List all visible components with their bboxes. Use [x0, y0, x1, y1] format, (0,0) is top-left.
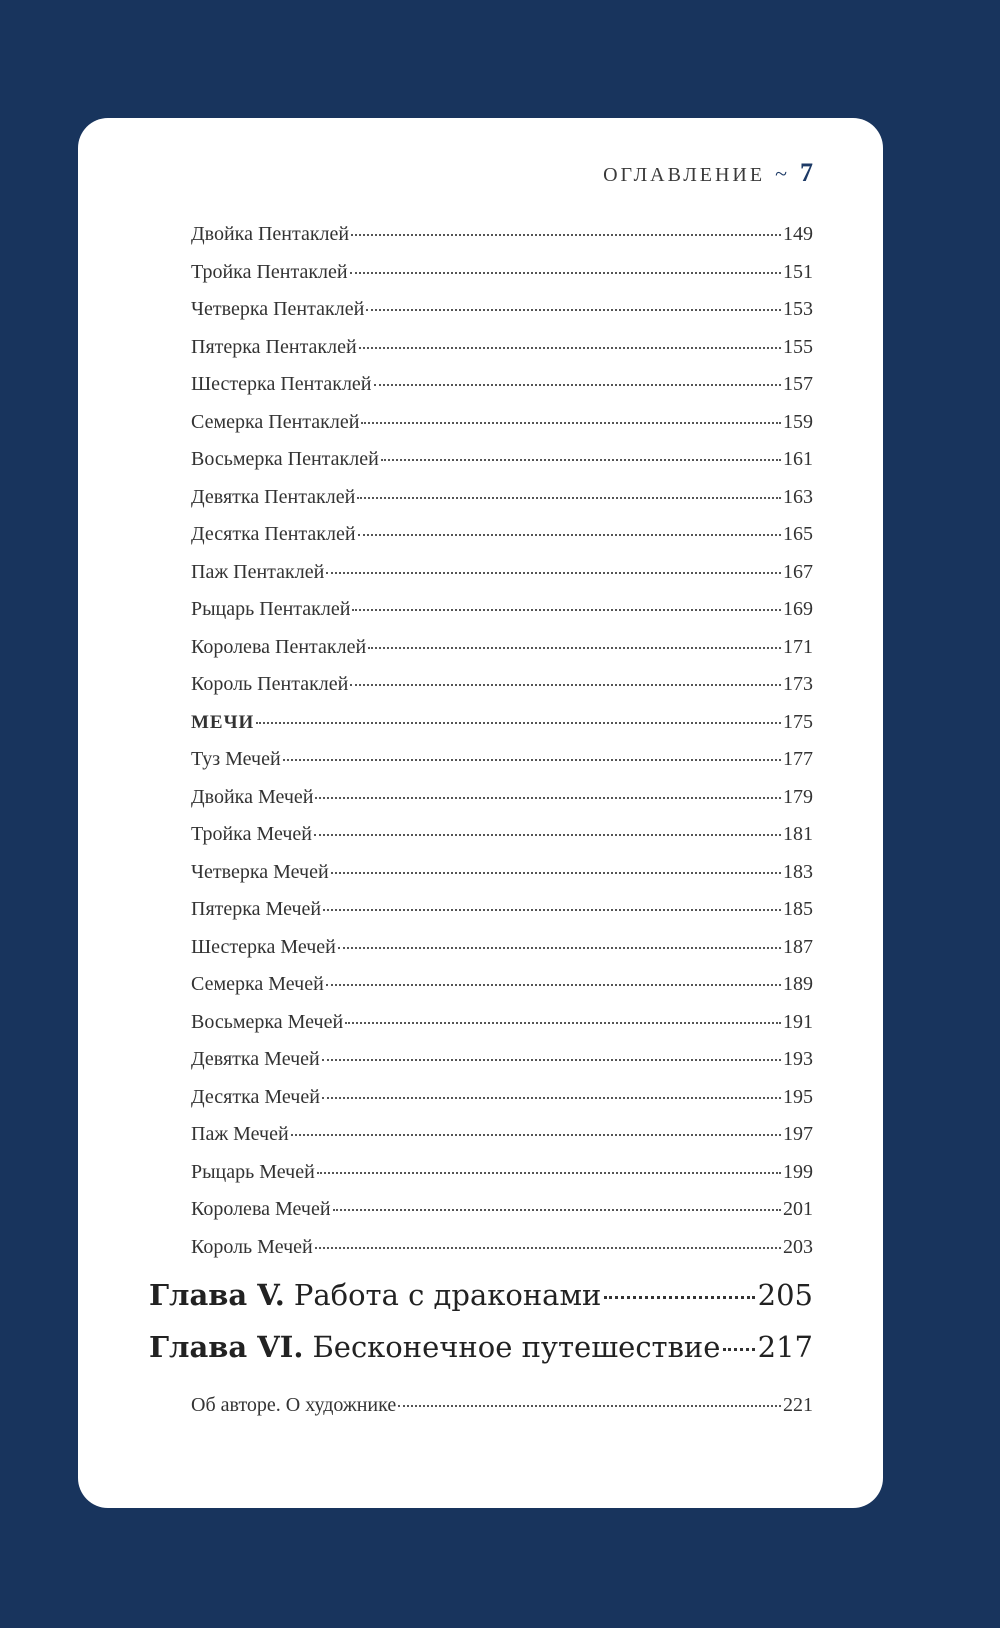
- toc-entry-label: Десятка Мечей: [191, 1085, 320, 1108]
- toc-entry-label: Девятка Пентаклей: [191, 485, 356, 508]
- dot-leader: [358, 534, 781, 536]
- dot-leader: [398, 1405, 781, 1407]
- dot-leader: [315, 1247, 781, 1249]
- toc-entry-label: Двойка Мечей: [191, 785, 314, 808]
- chapter-title: Работа с драконами: [293, 1278, 602, 1312]
- dot-leader: [338, 947, 781, 949]
- toc-entry-label: Тройка Мечей: [191, 823, 312, 845]
- dot-leader: [350, 272, 781, 274]
- dot-leader: [604, 1296, 754, 1299]
- toc-row: [191, 561, 813, 599]
- header-separator: ~: [775, 161, 790, 186]
- toc-entry-label: Пятерка Пентаклей: [191, 335, 357, 358]
- dot-leader: [357, 497, 781, 499]
- toc-entry-page: 155: [783, 335, 813, 358]
- toc-row: [191, 898, 813, 936]
- toc-entry-label: Двойка Пентаклей: [191, 223, 350, 245]
- dot-leader: [317, 1172, 781, 1174]
- dot-leader: [322, 1059, 781, 1061]
- toc-row: [191, 261, 813, 299]
- dot-leader: [323, 909, 781, 911]
- toc-entry-label: Восьмерка Мечей: [191, 1010, 344, 1033]
- toc-row: [191, 298, 813, 336]
- dot-leader: [359, 347, 781, 349]
- toc-entry-page: 197: [783, 1123, 813, 1145]
- toc-entry-label: Пятерка Мечей: [191, 898, 322, 920]
- toc-entry-page: 175: [783, 710, 813, 733]
- toc-row: [191, 1123, 813, 1161]
- toc-entry-label: Туз Мечей: [191, 748, 281, 770]
- toc-row: [191, 748, 813, 786]
- toc-entry-label: Королева Мечей: [191, 1198, 331, 1220]
- dot-leader: [374, 384, 782, 386]
- toc-entry-label: Паж Пентаклей: [191, 560, 325, 583]
- toc-entry-page: 201: [783, 1198, 813, 1220]
- toc-row: [191, 1394, 813, 1432]
- toc-row: [191, 1161, 813, 1199]
- toc-entry-page: 151: [783, 260, 813, 283]
- toc-row: [191, 823, 813, 861]
- page-number: 7: [800, 158, 813, 187]
- toc-row: [191, 973, 813, 1011]
- dot-leader: [350, 684, 781, 686]
- toc-entry-page: 165: [783, 523, 813, 545]
- toc-entry-label: Об авторе. О художнике: [191, 1394, 397, 1416]
- toc-entry-label: Король Мечей: [191, 1235, 313, 1258]
- toc-entry-page: 191: [783, 1010, 813, 1033]
- dot-leader: [322, 1097, 781, 1099]
- toc-entry-page: 157: [783, 373, 813, 395]
- toc-entry-page: 167: [783, 560, 813, 583]
- section-title: ОГЛАВЛЕНИЕ: [603, 164, 766, 186]
- dot-leader: [291, 1134, 781, 1136]
- toc-entry-page: 171: [783, 635, 813, 658]
- book-page: [78, 118, 883, 1508]
- toc-entry-label: Семерка Мечей: [191, 973, 324, 995]
- toc-entry-label: Рыцарь Мечей: [191, 1160, 315, 1183]
- chapter-number: Глава V.: [149, 1278, 285, 1312]
- dot-leader: [283, 759, 781, 761]
- toc-entry-page: 163: [783, 485, 813, 508]
- toc-entry-page: 199: [783, 1160, 813, 1183]
- toc-row: [191, 373, 813, 411]
- chapter-page: 205: [757, 1278, 813, 1312]
- toc-entry-label: Семерка Пентаклей: [191, 410, 360, 433]
- dot-leader: [368, 647, 781, 649]
- dot-leader: [315, 797, 781, 799]
- dot-leader: [723, 1348, 754, 1351]
- toc-entry-page: 221: [783, 1394, 813, 1416]
- toc-row: [191, 786, 813, 824]
- toc-row: [191, 673, 813, 711]
- toc-entry-page: 181: [783, 823, 813, 845]
- dot-leader: [326, 572, 781, 574]
- toc-row: [191, 1011, 813, 1049]
- dot-leader: [361, 422, 781, 424]
- toc-entry-page: 187: [783, 935, 813, 958]
- toc-row: [191, 486, 813, 524]
- running-head: [603, 158, 813, 188]
- toc-row: [191, 223, 813, 261]
- chapter-list: [149, 1278, 813, 1382]
- dot-leader: [314, 834, 781, 836]
- toc-entry-label: Шестерка Мечей: [191, 935, 336, 958]
- toc-row: [191, 1048, 813, 1086]
- toc-row: [191, 936, 813, 974]
- toc-entry-page: 185: [783, 898, 813, 920]
- dot-leader: [352, 609, 781, 611]
- toc-entry-label: Восьмерка Пентаклей: [191, 448, 379, 470]
- toc-entry-page: 161: [783, 448, 813, 470]
- dot-leader: [345, 1022, 781, 1024]
- toc-row: [191, 1086, 813, 1124]
- toc-entry-label: Рыцарь Пентаклей: [191, 598, 351, 620]
- toc-entry-page: 193: [783, 1048, 813, 1070]
- chapter-row: [149, 1330, 813, 1382]
- toc-entry-page: 183: [783, 860, 813, 883]
- toc-row: [191, 711, 813, 749]
- toc-entry-page: 159: [783, 410, 813, 433]
- toc-entry-page: 195: [783, 1085, 813, 1108]
- toc-entry-label: Шестерка Пентаклей: [191, 373, 372, 395]
- dot-leader: [366, 309, 781, 311]
- toc-row: [191, 523, 813, 561]
- toc-entry-page: 177: [783, 748, 813, 770]
- toc-entry-label: Девятка Мечей: [191, 1048, 320, 1070]
- toc-entry-label: Десятка Пентаклей: [191, 523, 356, 545]
- toc-entry-page: 203: [783, 1235, 813, 1258]
- toc-row: [191, 636, 813, 674]
- toc-entry-label: Король Пентаклей: [191, 673, 349, 695]
- appendix-entry: [191, 1394, 813, 1432]
- toc-section-heading: МЕЧИ: [191, 711, 255, 733]
- toc-entry-page: 189: [783, 973, 813, 995]
- toc-entry-page: 169: [783, 598, 813, 620]
- chapter-number: Глава VI.: [149, 1330, 304, 1364]
- toc-entry-page: 149: [783, 223, 813, 245]
- dot-leader: [331, 872, 781, 874]
- dot-leader: [351, 234, 781, 236]
- toc-entry-label: Четверка Пентаклей: [191, 298, 365, 320]
- toc-entry-label: Королева Пентаклей: [191, 635, 367, 658]
- toc-entry-page: 153: [783, 298, 813, 320]
- toc-row: [191, 861, 813, 899]
- toc-row: [191, 1198, 813, 1236]
- toc-entry-page: 179: [783, 785, 813, 808]
- dot-leader: [333, 1209, 781, 1211]
- toc-row: [191, 411, 813, 449]
- chapter-title: Бесконечное путешествие: [312, 1330, 721, 1364]
- toc-row: [191, 448, 813, 486]
- toc-entry-label: Паж Мечей: [191, 1123, 289, 1145]
- toc-row: [191, 1236, 813, 1274]
- dot-leader: [381, 459, 781, 461]
- chapter-row: [149, 1278, 813, 1330]
- toc-row: [191, 336, 813, 374]
- toc-list: [191, 223, 813, 1273]
- dot-leader: [326, 984, 781, 986]
- toc-entry-page: 173: [783, 673, 813, 695]
- toc-entry-label: Тройка Пентаклей: [191, 260, 348, 283]
- chapter-page: 217: [757, 1330, 813, 1364]
- dot-leader: [256, 722, 781, 724]
- toc-row: [191, 598, 813, 636]
- toc-entry-label: Четверка Мечей: [191, 860, 329, 883]
